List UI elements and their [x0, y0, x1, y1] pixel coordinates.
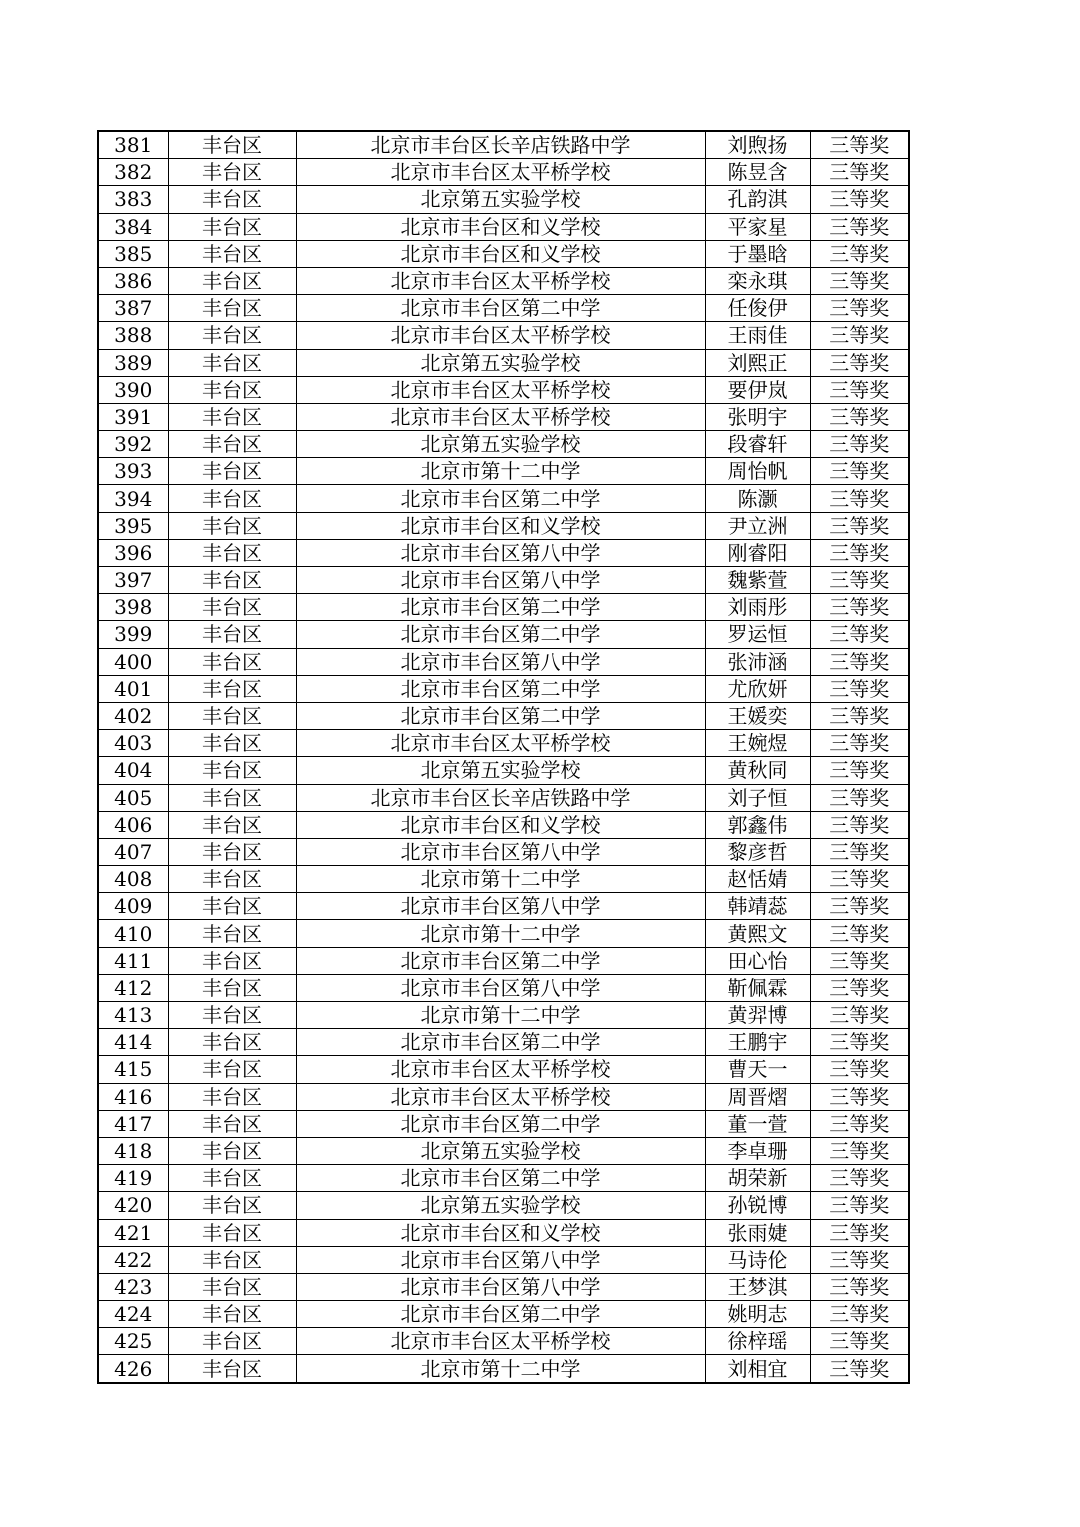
student-name-cell: 徐梓瑶 [705, 1328, 810, 1355]
student-name-cell: 李卓珊 [705, 1137, 810, 1164]
table-row [98, 866, 909, 893]
table-row [98, 811, 909, 838]
school-cell: 北京第五实验学校 [296, 349, 705, 376]
table-row [98, 702, 909, 729]
table-row [98, 240, 909, 267]
award-level-cell: 三等奖 [810, 1029, 909, 1056]
table-row [98, 1137, 909, 1164]
table-row [98, 974, 909, 1001]
district-cell: 丰台区 [168, 1219, 296, 1246]
school-cell: 北京市丰台区太平桥学校 [296, 730, 705, 757]
table-row [98, 1002, 909, 1029]
school-cell: 北京市丰台区第八中学 [296, 1273, 705, 1300]
row-number-cell: 394 [98, 485, 168, 512]
student-name-cell: 尤欣妍 [705, 675, 810, 702]
row-number-cell: 382 [98, 159, 168, 186]
school-cell: 北京市丰台区第八中学 [296, 893, 705, 920]
district-cell: 丰台区 [168, 376, 296, 403]
award-level-cell: 三等奖 [810, 811, 909, 838]
row-number-cell: 414 [98, 1029, 168, 1056]
school-cell: 北京市丰台区第二中学 [296, 1301, 705, 1328]
district-cell: 丰台区 [168, 675, 296, 702]
award-level-cell: 三等奖 [810, 295, 909, 322]
award-level-cell: 三等奖 [810, 1301, 909, 1328]
award-level-cell: 三等奖 [810, 349, 909, 376]
table-row [98, 920, 909, 947]
award-level-cell: 三等奖 [810, 947, 909, 974]
award-level-cell: 三等奖 [810, 512, 909, 539]
row-number-cell: 425 [98, 1328, 168, 1355]
table-row [98, 1301, 909, 1328]
table-row [98, 186, 909, 213]
table-row [98, 621, 909, 648]
row-number-cell: 391 [98, 403, 168, 430]
award-level-cell: 三等奖 [810, 1328, 909, 1355]
table-row [98, 295, 909, 322]
school-cell: 北京市丰台区第二中学 [296, 1110, 705, 1137]
student-name-cell: 胡荣新 [705, 1165, 810, 1192]
student-name-cell: 姚明志 [705, 1301, 810, 1328]
school-cell: 北京市丰台区长辛店铁路中学 [296, 131, 705, 159]
row-number-cell: 389 [98, 349, 168, 376]
student-name-cell: 刘相宜 [705, 1355, 810, 1383]
district-cell: 丰台区 [168, 1056, 296, 1083]
school-cell: 北京市第十二中学 [296, 920, 705, 947]
student-name-cell: 陈灏 [705, 485, 810, 512]
table-row [98, 322, 909, 349]
table-row [98, 757, 909, 784]
school-cell: 北京市第十二中学 [296, 1002, 705, 1029]
student-name-cell: 张明宇 [705, 403, 810, 430]
school-cell: 北京第五实验学校 [296, 186, 705, 213]
school-cell: 北京市丰台区第二中学 [296, 675, 705, 702]
award-level-cell: 三等奖 [810, 702, 909, 729]
row-number-cell: 384 [98, 213, 168, 240]
row-number-cell: 416 [98, 1083, 168, 1110]
school-cell: 北京市丰台区第二中学 [296, 594, 705, 621]
student-name-cell: 马诗伦 [705, 1246, 810, 1273]
award-level-cell: 三等奖 [810, 131, 909, 159]
school-cell: 北京市丰台区和义学校 [296, 1219, 705, 1246]
table-row [98, 458, 909, 485]
student-name-cell: 王婉煜 [705, 730, 810, 757]
school-cell: 北京市丰台区第二中学 [296, 295, 705, 322]
row-number-cell: 407 [98, 838, 168, 865]
district-cell: 丰台区 [168, 431, 296, 458]
table-row [98, 947, 909, 974]
award-level-cell: 三等奖 [810, 730, 909, 757]
row-number-cell: 419 [98, 1165, 168, 1192]
student-name-cell: 刚睿阳 [705, 539, 810, 566]
district-cell: 丰台区 [168, 186, 296, 213]
row-number-cell: 385 [98, 240, 168, 267]
student-name-cell: 尹立洲 [705, 512, 810, 539]
student-name-cell: 魏紫萱 [705, 567, 810, 594]
table-row [98, 675, 909, 702]
table-row [98, 1273, 909, 1300]
school-cell: 北京第五实验学校 [296, 757, 705, 784]
school-cell: 北京市丰台区和义学校 [296, 240, 705, 267]
school-cell: 北京市丰台区第二中学 [296, 702, 705, 729]
district-cell: 丰台区 [168, 893, 296, 920]
award-level-cell: 三等奖 [810, 186, 909, 213]
award-level-cell: 三等奖 [810, 920, 909, 947]
district-cell: 丰台区 [168, 1083, 296, 1110]
student-name-cell: 曹天一 [705, 1056, 810, 1083]
district-cell: 丰台区 [168, 594, 296, 621]
row-number-cell: 395 [98, 512, 168, 539]
row-number-cell: 388 [98, 322, 168, 349]
student-name-cell: 于墨晗 [705, 240, 810, 267]
table-row [98, 485, 909, 512]
table-row [98, 403, 909, 430]
student-name-cell: 黎彦哲 [705, 838, 810, 865]
row-number-cell: 404 [98, 757, 168, 784]
table-row [98, 1219, 909, 1246]
school-cell: 北京市丰台区长辛店铁路中学 [296, 784, 705, 811]
district-cell: 丰台区 [168, 131, 296, 159]
row-number-cell: 421 [98, 1219, 168, 1246]
school-cell: 北京市丰台区第八中学 [296, 567, 705, 594]
award-level-cell: 三等奖 [810, 1137, 909, 1164]
award-level-cell: 三等奖 [810, 1246, 909, 1273]
table-row [98, 431, 909, 458]
award-level-cell: 三等奖 [810, 159, 909, 186]
table-row [98, 159, 909, 186]
award-level-cell: 三等奖 [810, 213, 909, 240]
row-number-cell: 401 [98, 675, 168, 702]
table-row [98, 1355, 909, 1383]
row-number-cell: 423 [98, 1273, 168, 1300]
award-level-cell: 三等奖 [810, 567, 909, 594]
district-cell: 丰台区 [168, 702, 296, 729]
district-cell: 丰台区 [168, 1328, 296, 1355]
table-row [98, 784, 909, 811]
school-cell: 北京市丰台区太平桥学校 [296, 403, 705, 430]
award-level-cell: 三等奖 [810, 893, 909, 920]
district-cell: 丰台区 [168, 1273, 296, 1300]
district-cell: 丰台区 [168, 866, 296, 893]
student-name-cell: 孔韵淇 [705, 186, 810, 213]
school-cell: 北京市丰台区第八中学 [296, 838, 705, 865]
student-name-cell: 张沛涵 [705, 648, 810, 675]
district-cell: 丰台区 [168, 349, 296, 376]
student-name-cell: 靳佩霖 [705, 974, 810, 1001]
row-number-cell: 424 [98, 1301, 168, 1328]
row-number-cell: 387 [98, 295, 168, 322]
school-cell: 北京市第十二中学 [296, 1355, 705, 1383]
row-number-cell: 418 [98, 1137, 168, 1164]
school-cell: 北京市丰台区太平桥学校 [296, 1328, 705, 1355]
table-row [98, 376, 909, 403]
row-number-cell: 405 [98, 784, 168, 811]
row-number-cell: 406 [98, 811, 168, 838]
row-number-cell: 396 [98, 539, 168, 566]
award-level-cell: 三等奖 [810, 974, 909, 1001]
school-cell: 北京第五实验学校 [296, 1137, 705, 1164]
district-cell: 丰台区 [168, 485, 296, 512]
row-number-cell: 412 [98, 974, 168, 1001]
award-level-cell: 三等奖 [810, 866, 909, 893]
student-name-cell: 罗运恒 [705, 621, 810, 648]
district-cell: 丰台区 [168, 757, 296, 784]
student-name-cell: 赵恬婧 [705, 866, 810, 893]
row-number-cell: 381 [98, 131, 168, 159]
award-level-cell: 三等奖 [810, 1192, 909, 1219]
student-name-cell: 黄羿博 [705, 1002, 810, 1029]
student-name-cell: 段睿轩 [705, 431, 810, 458]
row-number-cell: 417 [98, 1110, 168, 1137]
row-number-cell: 390 [98, 376, 168, 403]
student-name-cell: 栾永琪 [705, 267, 810, 294]
student-name-cell: 田心怡 [705, 947, 810, 974]
student-name-cell: 周怡帆 [705, 458, 810, 485]
student-name-cell: 王鹏宇 [705, 1029, 810, 1056]
table-row [98, 594, 909, 621]
award-level-cell: 三等奖 [810, 240, 909, 267]
award-level-cell: 三等奖 [810, 757, 909, 784]
student-name-cell: 任俊伊 [705, 295, 810, 322]
award-level-cell: 三等奖 [810, 594, 909, 621]
district-cell: 丰台区 [168, 295, 296, 322]
row-number-cell: 399 [98, 621, 168, 648]
table-row [98, 1110, 909, 1137]
award-level-cell: 三等奖 [810, 1219, 909, 1246]
table-row [98, 730, 909, 757]
district-cell: 丰台区 [168, 1246, 296, 1273]
table-row [98, 1056, 909, 1083]
award-level-cell: 三等奖 [810, 1273, 909, 1300]
student-name-cell: 张雨婕 [705, 1219, 810, 1246]
school-cell: 北京市第十二中学 [296, 866, 705, 893]
table-row [98, 838, 909, 865]
student-name-cell: 刘熙正 [705, 349, 810, 376]
district-cell: 丰台区 [168, 974, 296, 1001]
district-cell: 丰台区 [168, 512, 296, 539]
district-cell: 丰台区 [168, 1110, 296, 1137]
row-number-cell: 420 [98, 1192, 168, 1219]
district-cell: 丰台区 [168, 648, 296, 675]
school-cell: 北京市丰台区第二中学 [296, 1165, 705, 1192]
table-row [98, 349, 909, 376]
student-name-cell: 陈昱含 [705, 159, 810, 186]
school-cell: 北京市丰台区太平桥学校 [296, 376, 705, 403]
district-cell: 丰台区 [168, 213, 296, 240]
row-number-cell: 422 [98, 1246, 168, 1273]
district-cell: 丰台区 [168, 1355, 296, 1383]
award-level-cell: 三等奖 [810, 1355, 909, 1383]
table-row [98, 648, 909, 675]
student-name-cell: 孙锐博 [705, 1192, 810, 1219]
row-number-cell: 426 [98, 1355, 168, 1383]
school-cell: 北京市丰台区和义学校 [296, 213, 705, 240]
row-number-cell: 415 [98, 1056, 168, 1083]
student-name-cell: 刘煦扬 [705, 131, 810, 159]
district-cell: 丰台区 [168, 403, 296, 430]
award-level-cell: 三等奖 [810, 784, 909, 811]
row-number-cell: 400 [98, 648, 168, 675]
district-cell: 丰台区 [168, 1029, 296, 1056]
award-level-cell: 三等奖 [810, 376, 909, 403]
school-cell: 北京市丰台区第二中学 [296, 621, 705, 648]
award-level-cell: 三等奖 [810, 1056, 909, 1083]
award-level-cell: 三等奖 [810, 485, 909, 512]
award-level-cell: 三等奖 [810, 1083, 909, 1110]
school-cell: 北京市丰台区太平桥学校 [296, 322, 705, 349]
award-level-cell: 三等奖 [810, 267, 909, 294]
table-row [98, 213, 909, 240]
student-name-cell: 王梦淇 [705, 1273, 810, 1300]
district-cell: 丰台区 [168, 947, 296, 974]
district-cell: 丰台区 [168, 784, 296, 811]
district-cell: 丰台区 [168, 920, 296, 947]
table-row [98, 893, 909, 920]
district-cell: 丰台区 [168, 159, 296, 186]
student-name-cell: 董一萱 [705, 1110, 810, 1137]
district-cell: 丰台区 [168, 621, 296, 648]
student-name-cell: 韩靖蕊 [705, 893, 810, 920]
school-cell: 北京市丰台区第八中学 [296, 974, 705, 1001]
table-row [98, 1029, 909, 1056]
district-cell: 丰台区 [168, 240, 296, 267]
district-cell: 丰台区 [168, 322, 296, 349]
school-cell: 北京市丰台区第八中学 [296, 1246, 705, 1273]
student-name-cell: 刘子恒 [705, 784, 810, 811]
row-number-cell: 383 [98, 186, 168, 213]
district-cell: 丰台区 [168, 1165, 296, 1192]
student-name-cell: 周晋熠 [705, 1083, 810, 1110]
award-level-cell: 三等奖 [810, 403, 909, 430]
row-number-cell: 398 [98, 594, 168, 621]
district-cell: 丰台区 [168, 1301, 296, 1328]
school-cell: 北京市丰台区和义学校 [296, 512, 705, 539]
award-level-cell: 三等奖 [810, 539, 909, 566]
award-list-table [97, 130, 910, 1384]
school-cell: 北京第五实验学校 [296, 1192, 705, 1219]
award-level-cell: 三等奖 [810, 648, 909, 675]
award-level-cell: 三等奖 [810, 322, 909, 349]
student-name-cell: 郭鑫伟 [705, 811, 810, 838]
district-cell: 丰台区 [168, 267, 296, 294]
district-cell: 丰台区 [168, 1137, 296, 1164]
school-cell: 北京市丰台区第二中学 [296, 485, 705, 512]
school-cell: 北京第五实验学校 [296, 431, 705, 458]
row-number-cell: 410 [98, 920, 168, 947]
school-cell: 北京市丰台区太平桥学校 [296, 1056, 705, 1083]
row-number-cell: 397 [98, 567, 168, 594]
row-number-cell: 408 [98, 866, 168, 893]
award-level-cell: 三等奖 [810, 1110, 909, 1137]
student-name-cell: 王雨佳 [705, 322, 810, 349]
student-name-cell: 黄秋同 [705, 757, 810, 784]
student-name-cell: 王媛奕 [705, 702, 810, 729]
award-table-body [98, 131, 909, 1383]
student-name-cell: 平家星 [705, 213, 810, 240]
student-name-cell: 黄熙文 [705, 920, 810, 947]
table-row [98, 1083, 909, 1110]
student-name-cell: 要伊岚 [705, 376, 810, 403]
school-cell: 北京市丰台区太平桥学校 [296, 1083, 705, 1110]
table-row [98, 1328, 909, 1355]
district-cell: 丰台区 [168, 1192, 296, 1219]
award-level-cell: 三等奖 [810, 1165, 909, 1192]
school-cell: 北京市丰台区第八中学 [296, 648, 705, 675]
table-row [98, 1246, 909, 1273]
student-name-cell: 刘雨彤 [705, 594, 810, 621]
school-cell: 北京市丰台区太平桥学校 [296, 159, 705, 186]
row-number-cell: 409 [98, 893, 168, 920]
table-row [98, 131, 909, 159]
row-number-cell: 413 [98, 1002, 168, 1029]
row-number-cell: 386 [98, 267, 168, 294]
award-level-cell: 三等奖 [810, 675, 909, 702]
table-row [98, 267, 909, 294]
school-cell: 北京市丰台区第八中学 [296, 539, 705, 566]
district-cell: 丰台区 [168, 458, 296, 485]
district-cell: 丰台区 [168, 567, 296, 594]
row-number-cell: 402 [98, 702, 168, 729]
district-cell: 丰台区 [168, 539, 296, 566]
school-cell: 北京市丰台区和义学校 [296, 811, 705, 838]
table-row [98, 1165, 909, 1192]
award-level-cell: 三等奖 [810, 621, 909, 648]
row-number-cell: 392 [98, 431, 168, 458]
row-number-cell: 411 [98, 947, 168, 974]
row-number-cell: 393 [98, 458, 168, 485]
award-level-cell: 三等奖 [810, 458, 909, 485]
school-cell: 北京市丰台区太平桥学校 [296, 267, 705, 294]
school-cell: 北京市丰台区第二中学 [296, 1029, 705, 1056]
table-row [98, 567, 909, 594]
district-cell: 丰台区 [168, 838, 296, 865]
table-row [98, 539, 909, 566]
district-cell: 丰台区 [168, 1002, 296, 1029]
award-level-cell: 三等奖 [810, 838, 909, 865]
row-number-cell: 403 [98, 730, 168, 757]
award-level-cell: 三等奖 [810, 1002, 909, 1029]
district-cell: 丰台区 [168, 811, 296, 838]
table-row [98, 1192, 909, 1219]
table-row [98, 512, 909, 539]
school-cell: 北京市第十二中学 [296, 458, 705, 485]
school-cell: 北京市丰台区第二中学 [296, 947, 705, 974]
award-level-cell: 三等奖 [810, 431, 909, 458]
district-cell: 丰台区 [168, 730, 296, 757]
